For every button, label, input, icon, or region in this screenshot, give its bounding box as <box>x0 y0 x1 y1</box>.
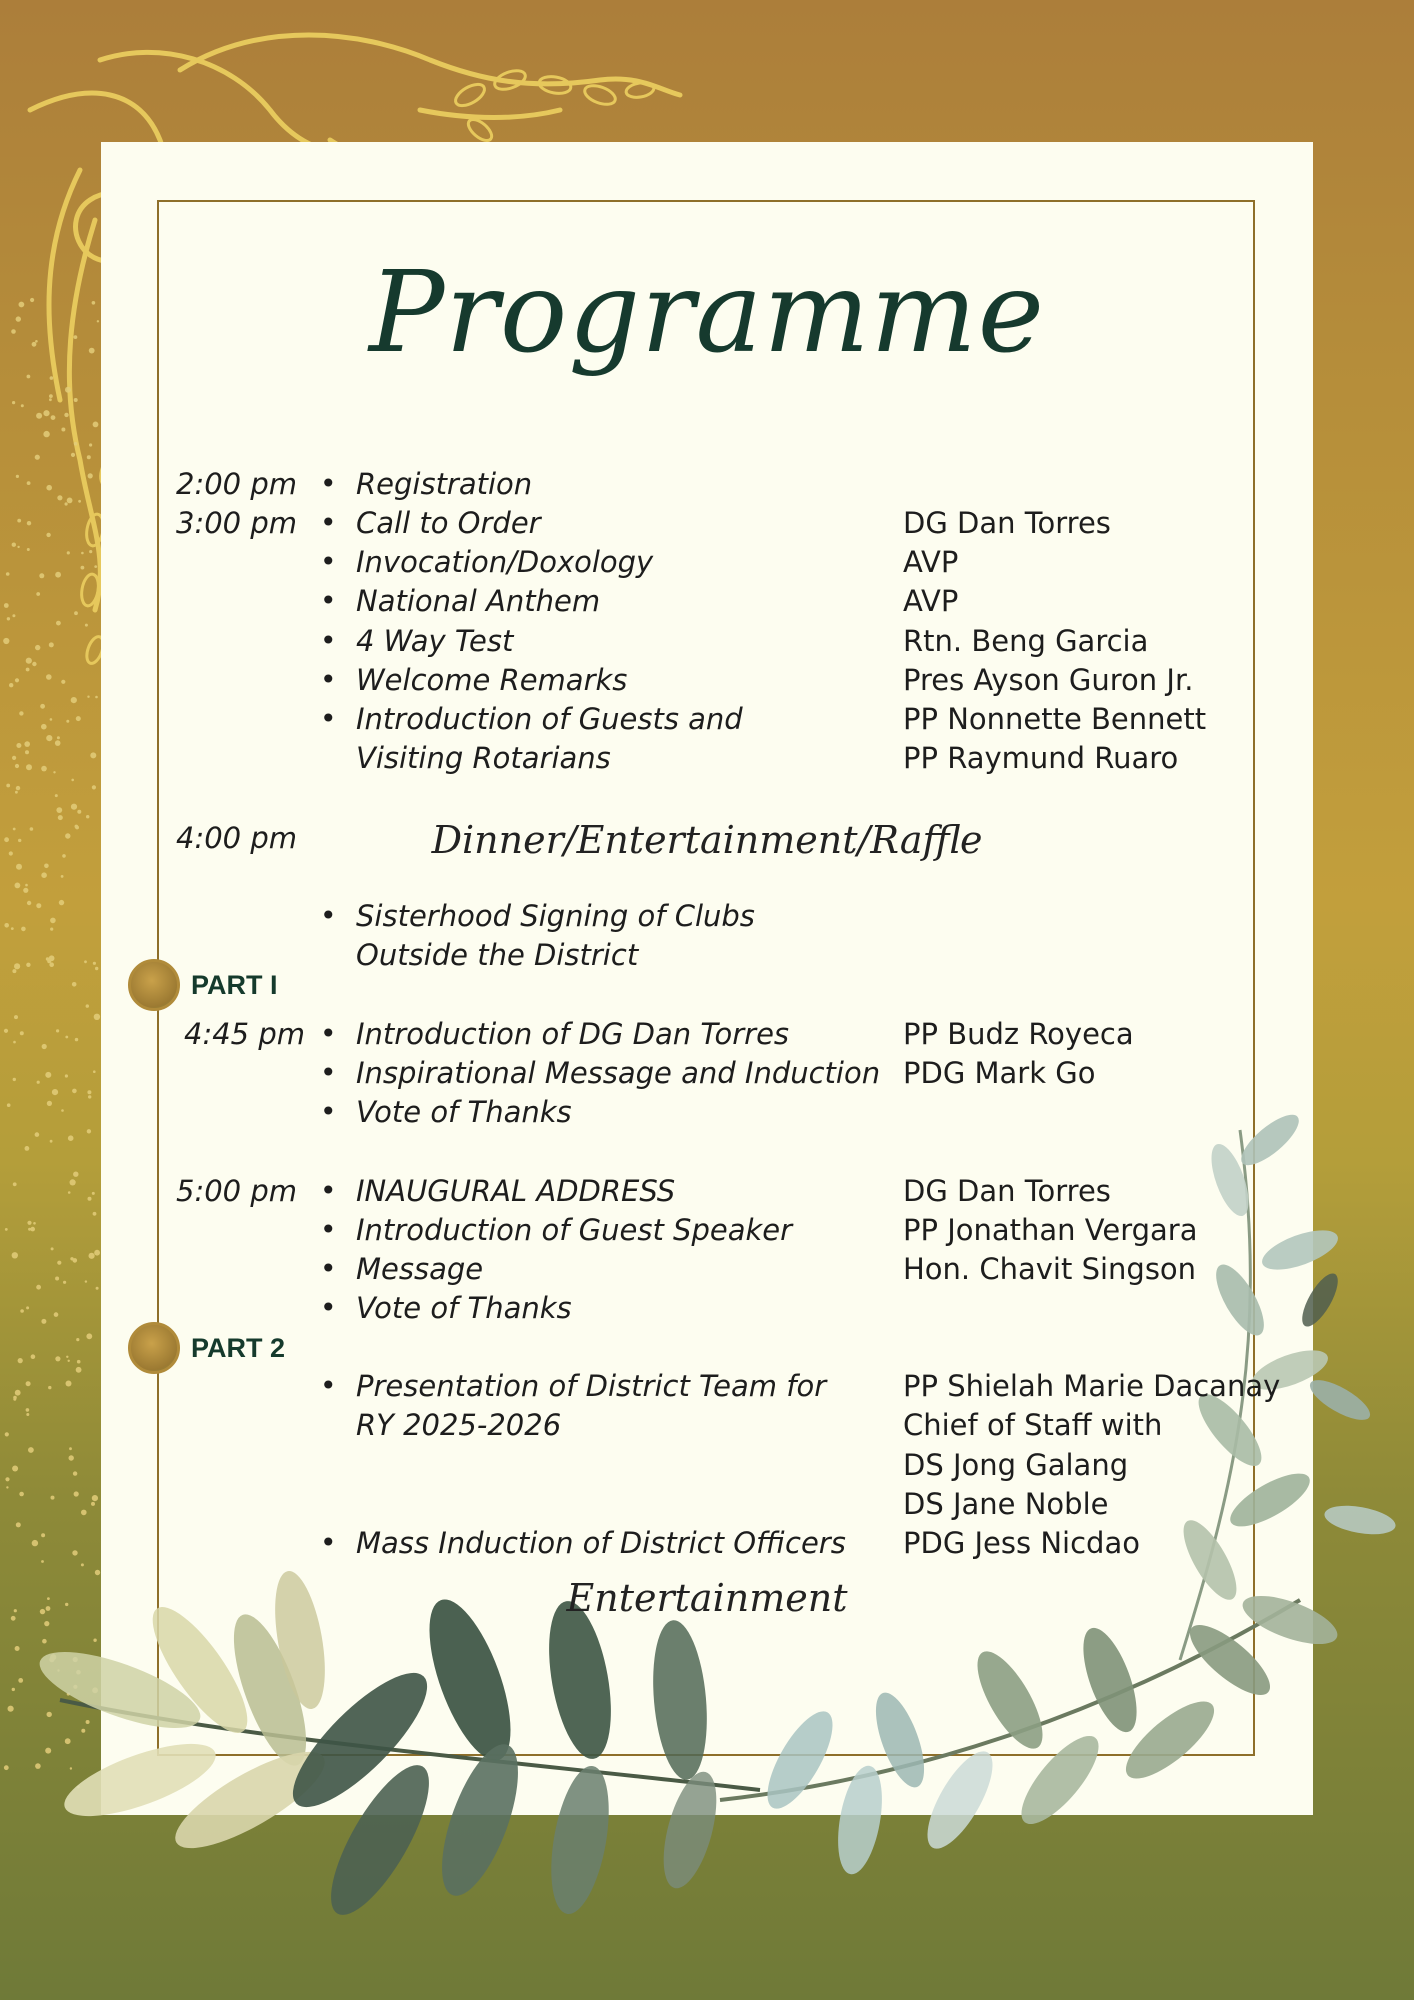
item-title: National Anthem <box>356 584 601 618</box>
item-person: PP Shielah Marie Dacanay <box>903 1369 1281 1403</box>
bullet-icon: • <box>320 1213 337 1246</box>
item-title: 4 Way Test <box>356 624 514 658</box>
bullet-icon: • <box>320 1174 337 1207</box>
bullet-icon: • <box>320 1252 337 1285</box>
item-time: 2:00 pm <box>176 467 297 501</box>
item-person: DG Dan Torres <box>903 506 1111 540</box>
bullet-icon: • <box>320 899 337 932</box>
item-title: Sisterhood Signing of Clubs <box>356 899 755 933</box>
item-title: Mass Induction of District Officers <box>356 1526 846 1560</box>
item-person: AVP <box>903 584 959 618</box>
item-person: DS Jong Galang <box>903 1448 1129 1482</box>
bullet-icon: • <box>320 1369 337 1402</box>
bullet-icon: • <box>320 506 337 539</box>
item-person: AVP <box>903 545 959 579</box>
item-person: Hon. Chavit Singson <box>903 1252 1197 1286</box>
item-person: Rtn. Beng Garcia <box>903 624 1149 658</box>
item-title: INAUGURAL ADDRESS <box>356 1174 676 1208</box>
bullet-icon: • <box>320 1291 337 1324</box>
item-person: DG Dan Torres <box>903 1174 1111 1208</box>
item-person: PP Budz Royeca <box>903 1017 1134 1051</box>
bullet-icon: • <box>320 584 337 617</box>
item-person: PDG Mark Go <box>903 1056 1096 1090</box>
item-title: Inspirational Message and Induction <box>356 1056 881 1090</box>
bullet-icon: • <box>320 624 337 657</box>
item-time: 4:00 pm <box>176 821 297 855</box>
leaf-branch-bottom-left <box>31 1567 760 1927</box>
item-title: Introduction of Guests and <box>356 702 743 736</box>
item-title: Registration <box>356 467 533 501</box>
bullet-icon: • <box>320 545 337 578</box>
item-person: PDG Jess Nicdao <box>903 1526 1140 1560</box>
bullet-icon: • <box>320 663 337 696</box>
part-2-marker <box>128 1322 180 1374</box>
item-person: DS Jane Noble <box>903 1487 1109 1521</box>
entertainment-heading: Entertainment <box>566 1576 848 1620</box>
item-title: Call to Order <box>356 506 541 540</box>
page-title: Programme <box>368 248 1046 378</box>
dinner-heading: Dinner/Entertainment/Raffle <box>431 818 983 862</box>
part-1-marker <box>128 959 180 1011</box>
item-person: PP Nonnette Bennett <box>903 702 1207 736</box>
bullet-icon: • <box>320 1526 337 1559</box>
item-title: Introduction of Guest Speaker <box>356 1213 793 1247</box>
bullet-icon: • <box>320 1017 337 1050</box>
item-time: 3:00 pm <box>176 506 297 540</box>
item-title: Vote of Thanks <box>356 1095 572 1129</box>
item-title: Vote of Thanks <box>356 1291 572 1325</box>
item-title: RY 2025-2026 <box>356 1408 562 1442</box>
item-person: PP Raymund Ruaro <box>903 741 1179 775</box>
item-title: Introduction of DG Dan Torres <box>356 1017 790 1051</box>
bullet-icon: • <box>320 1095 337 1128</box>
item-title: Visiting Rotarians <box>356 741 611 775</box>
item-person: Pres Ayson Guron Jr. <box>903 663 1194 697</box>
item-person: Chief of Staff with <box>903 1408 1163 1442</box>
item-title: Outside the District <box>356 938 639 972</box>
item-person: PP Jonathan Vergara <box>903 1213 1198 1247</box>
item-title: Welcome Remarks <box>356 663 628 697</box>
item-title: Presentation of District Team for <box>356 1369 827 1403</box>
item-title: Invocation/Doxology <box>356 545 654 579</box>
bullet-icon: • <box>320 1056 337 1089</box>
item-title: Message <box>356 1252 484 1286</box>
item-time: 4:45 pm <box>184 1017 305 1051</box>
bullet-icon: • <box>320 702 337 735</box>
bullet-icon: • <box>320 467 337 500</box>
part-1-label: PART I <box>191 970 278 1000</box>
item-time: 5:00 pm <box>176 1174 297 1208</box>
part-2-label: PART 2 <box>191 1333 286 1363</box>
